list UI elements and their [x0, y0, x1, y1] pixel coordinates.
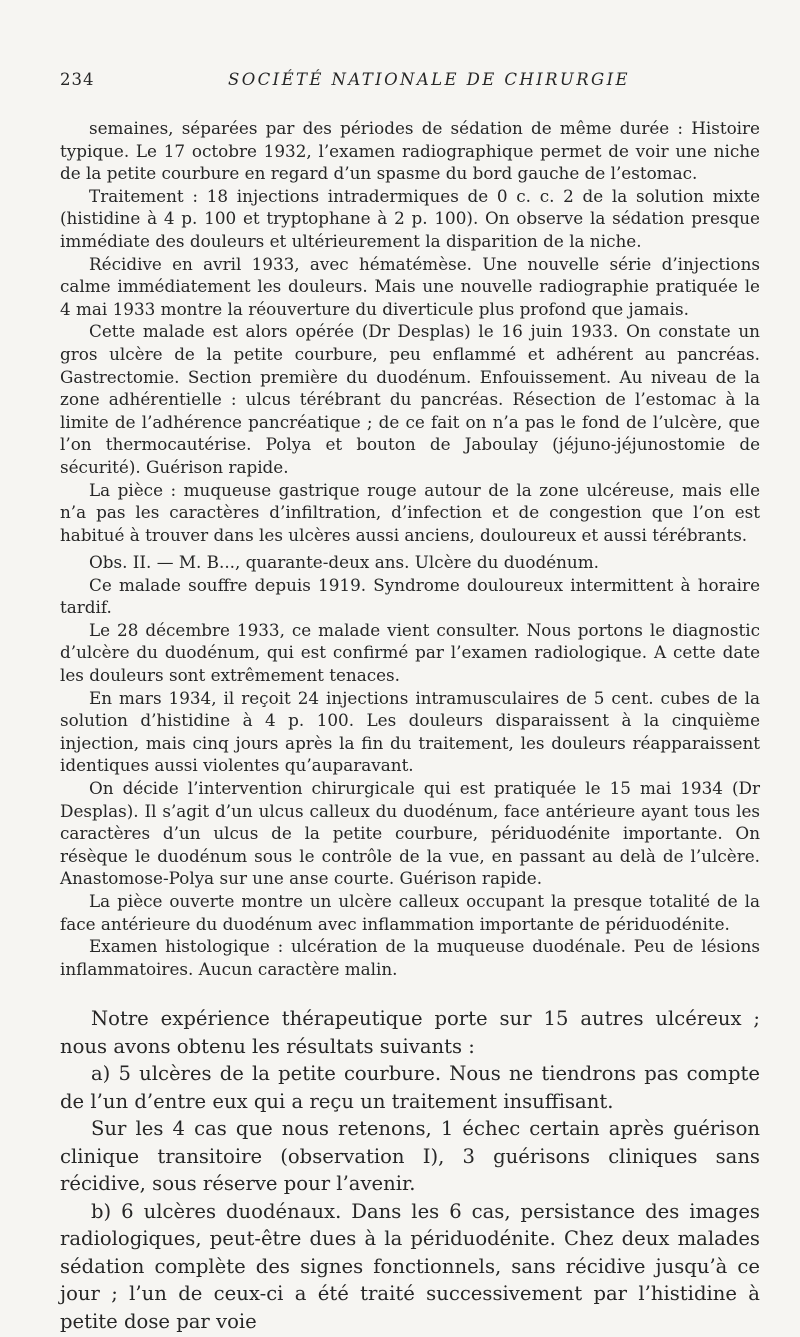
page-header — [60, 70, 760, 94]
paragraph: Examen histologique : ulcération de la muqueuse duodénale. Peu de lésions inflammatoires. Aucun caractère malin. — [60, 936, 760, 979]
observation-heading: Obs. II. — M. B..., quarante-deux ans. Ulcère du duodénum. — [89, 552, 599, 572]
paragraph: La pièce : muqueuse gastrique rouge autour de la zone ulcéreuse, mais elle n’a pas les caractères d’infiltration, d’infection et de congestion que l’on est habitué à trouver dans les ulcères aussi anciens, douloureux et aussi térébrants. — [60, 479, 760, 545]
paragraph: Traitement : 18 injections intradermiques de 0 c. c. 2 de la solution mixte (histidine à 4 p. 100 et tryptophane à 2 p. 100). On observe la sédation presque immédiate des douleurs et ultérieurement la disparition de la niche. — [60, 185, 760, 251]
observation-two — [60, 551, 760, 980]
paragraph: La pièce ouverte montre un ulcère calleux occupant la presque totalité de la face antérieure du duodénum avec inflammation importante de périduodénite. — [60, 890, 760, 934]
case-report-continuation — [60, 117, 760, 546]
results-section — [60, 1005, 760, 1335]
paragraph: a) 5 ulcères de la petite courbure. Nous ne tiendrons pas compte de l’un d’entre eux qui a reçu un traitement insuffisant. — [60, 1062, 760, 1113]
paragraph: On décide l’intervention chirurgicale qui est pratiquée le 15 mai 1934 (Dr Desplas). Il s’agit d’un ulcus calleux du duodénum, face antérieure ayant tous les caractères d’un ulcus de la petite courbure, périduodénite importante. On résèque le duodénum sous le contrôle de la vue, en passant au delà de l’ulcère. Anastomose-Polya sur une anse courte. Guérison rapide. — [60, 777, 760, 889]
page-number: 234 — [60, 70, 95, 89]
paragraph: Cette malade est alors opérée (Dr Desplas) le 16 juin 1933. On constate un gros ulcère de la petite courbure, peu enflammé et adhérent au pancréas. Gastrectomie. Section première du duodénum. Enfouissement. Au niveau de la zone adhérentielle : ulcus térébrant du pancréas. Résection de l’estomac à la limite de l’adhérence pancréatique ; de ce fait on n’a pas le fond de l’ulcère, que l’on thermocautérise. Polya et bouton de Jaboulay (jéjuno-jéjunostomie de sécurité). Guérison rapide. — [60, 321, 760, 477]
paragraph: En mars 1934, il reçoit 24 injections intramusculaires de 5 cent. cubes de la solution d’histidine à 4 p. 100. Les douleurs disparaissent à la cinquième injection, mais cinq jours après la fin du traitement, les douleurs réapparaissent identiques aussi violentes qu’auparavant. — [60, 687, 760, 776]
paragraph: Le 28 décembre 1933, ce malade vient consulter. Nous portons le diagnostic d’ulcère du duodénum, qui est confirmé par l’examen radiologique. A cette date les douleurs sont extrêmement tenaces. — [60, 619, 760, 685]
paragraph: Sur les 4 cas que nous retenons, 1 échec certain après guérison clinique transitoire (observation I), 3 guérisons cliniques sans récidive, sous réserve pour l’avenir. — [60, 1117, 760, 1195]
paragraph: Notre expérience thérapeutique porte sur 15 autres ulcéreux ; nous avons obtenu les résultats suivants : — [60, 1007, 760, 1058]
paragraph: b) 6 ulcères duodénaux. Dans les 6 cas, persistance des images radiologiques, peut-être dues à la périduodénite. Chez deux malades sédation complète des signes fonctionnels, sans récidive jusqu’à ce jour ; l’un de ceux-ci a été traité successivement par l’histidine à petite dose par voie — [60, 1199, 760, 1333]
running-title: SOCIÉTÉ NATIONALE DE CHIRURGIE — [228, 70, 630, 89]
paragraph: semaines, séparées par des périodes de sédation de même durée : Histoire typique. Le 17 octobre 1932, l’examen radiographique permet de voir une niche de la petite courbure en regard d’un spasme du bord gauche de l’estomac. — [60, 118, 760, 184]
paragraph: Récidive en avril 1933, avec hématémèse. Une nouvelle série d’injections calme immédiatement les douleurs. Mais une nouvelle radiographie pratiquée le 4 mai 1933 montre la réouverture du diverticule plus profond que jamais. — [60, 253, 760, 319]
paragraph: Ce malade souffre depuis 1919. Syndrome douloureux intermittent à horaire tardif. — [60, 574, 760, 618]
